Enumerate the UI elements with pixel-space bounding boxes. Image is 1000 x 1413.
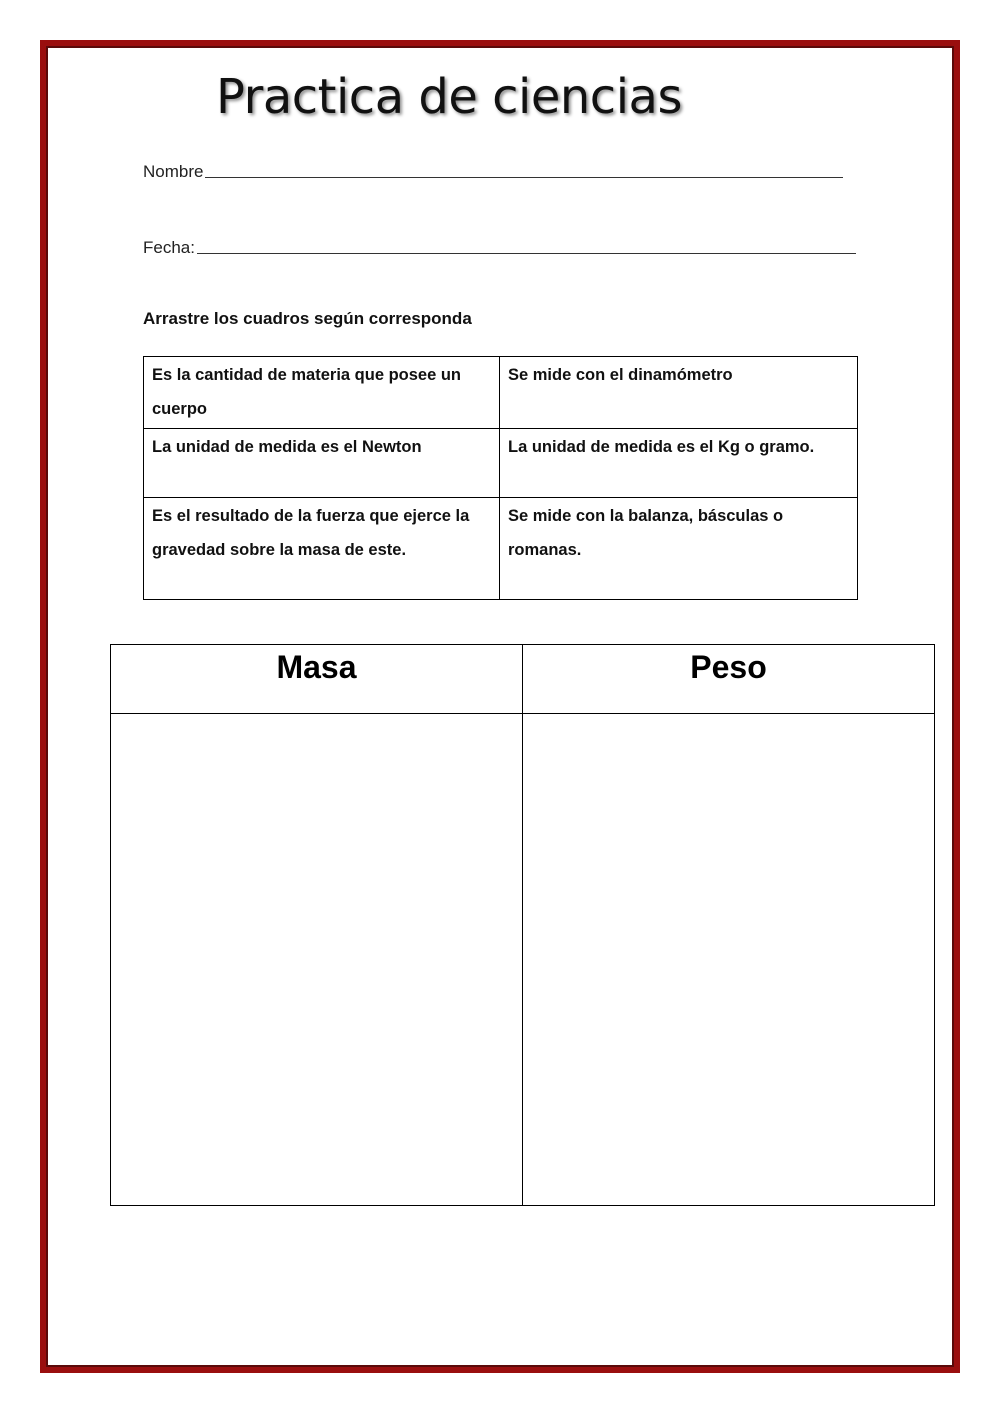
- table-row: [144, 498, 858, 600]
- drop-zone-masa[interactable]: [111, 714, 523, 1206]
- option-card-weight-definition[interactable]: Es el resultado de la fuerza que ejerce la gravedad sobre la masa de este.: [144, 498, 500, 600]
- name-label: Nombre: [143, 162, 204, 181]
- category-header-masa: Masa: [111, 645, 523, 714]
- worksheet-title: Practica de ciencias: [216, 69, 682, 125]
- option-card-mass-definition[interactable]: Es la cantidad de materia que posee un cuerpo: [144, 357, 500, 429]
- table-row: [144, 429, 858, 498]
- draggable-options-table: [143, 356, 858, 600]
- drop-zone-peso[interactable]: [523, 714, 935, 1206]
- sorting-table: [110, 644, 935, 1206]
- name-underline: [205, 177, 843, 178]
- date-underline: [197, 253, 856, 254]
- sorting-header-row: [111, 645, 935, 714]
- date-label: Fecha:: [143, 238, 195, 257]
- name-field[interactable]: [143, 156, 843, 182]
- sorting-drop-row: [111, 714, 935, 1206]
- option-card-newton-unit[interactable]: La unidad de medida es el Newton: [144, 429, 500, 498]
- category-header-peso: Peso: [523, 645, 935, 714]
- option-card-balance[interactable]: Se mide con la balanza, básculas o romanas.: [500, 498, 858, 600]
- option-card-kg-unit[interactable]: La unidad de medida es el Kg o gramo.: [500, 429, 858, 498]
- table-row: [144, 357, 858, 429]
- date-field[interactable]: [143, 232, 856, 258]
- option-card-dynamometer[interactable]: Se mide con el dinamómetro: [500, 357, 858, 429]
- instruction-text: Arrastre los cuadros según corresponda: [143, 309, 472, 328]
